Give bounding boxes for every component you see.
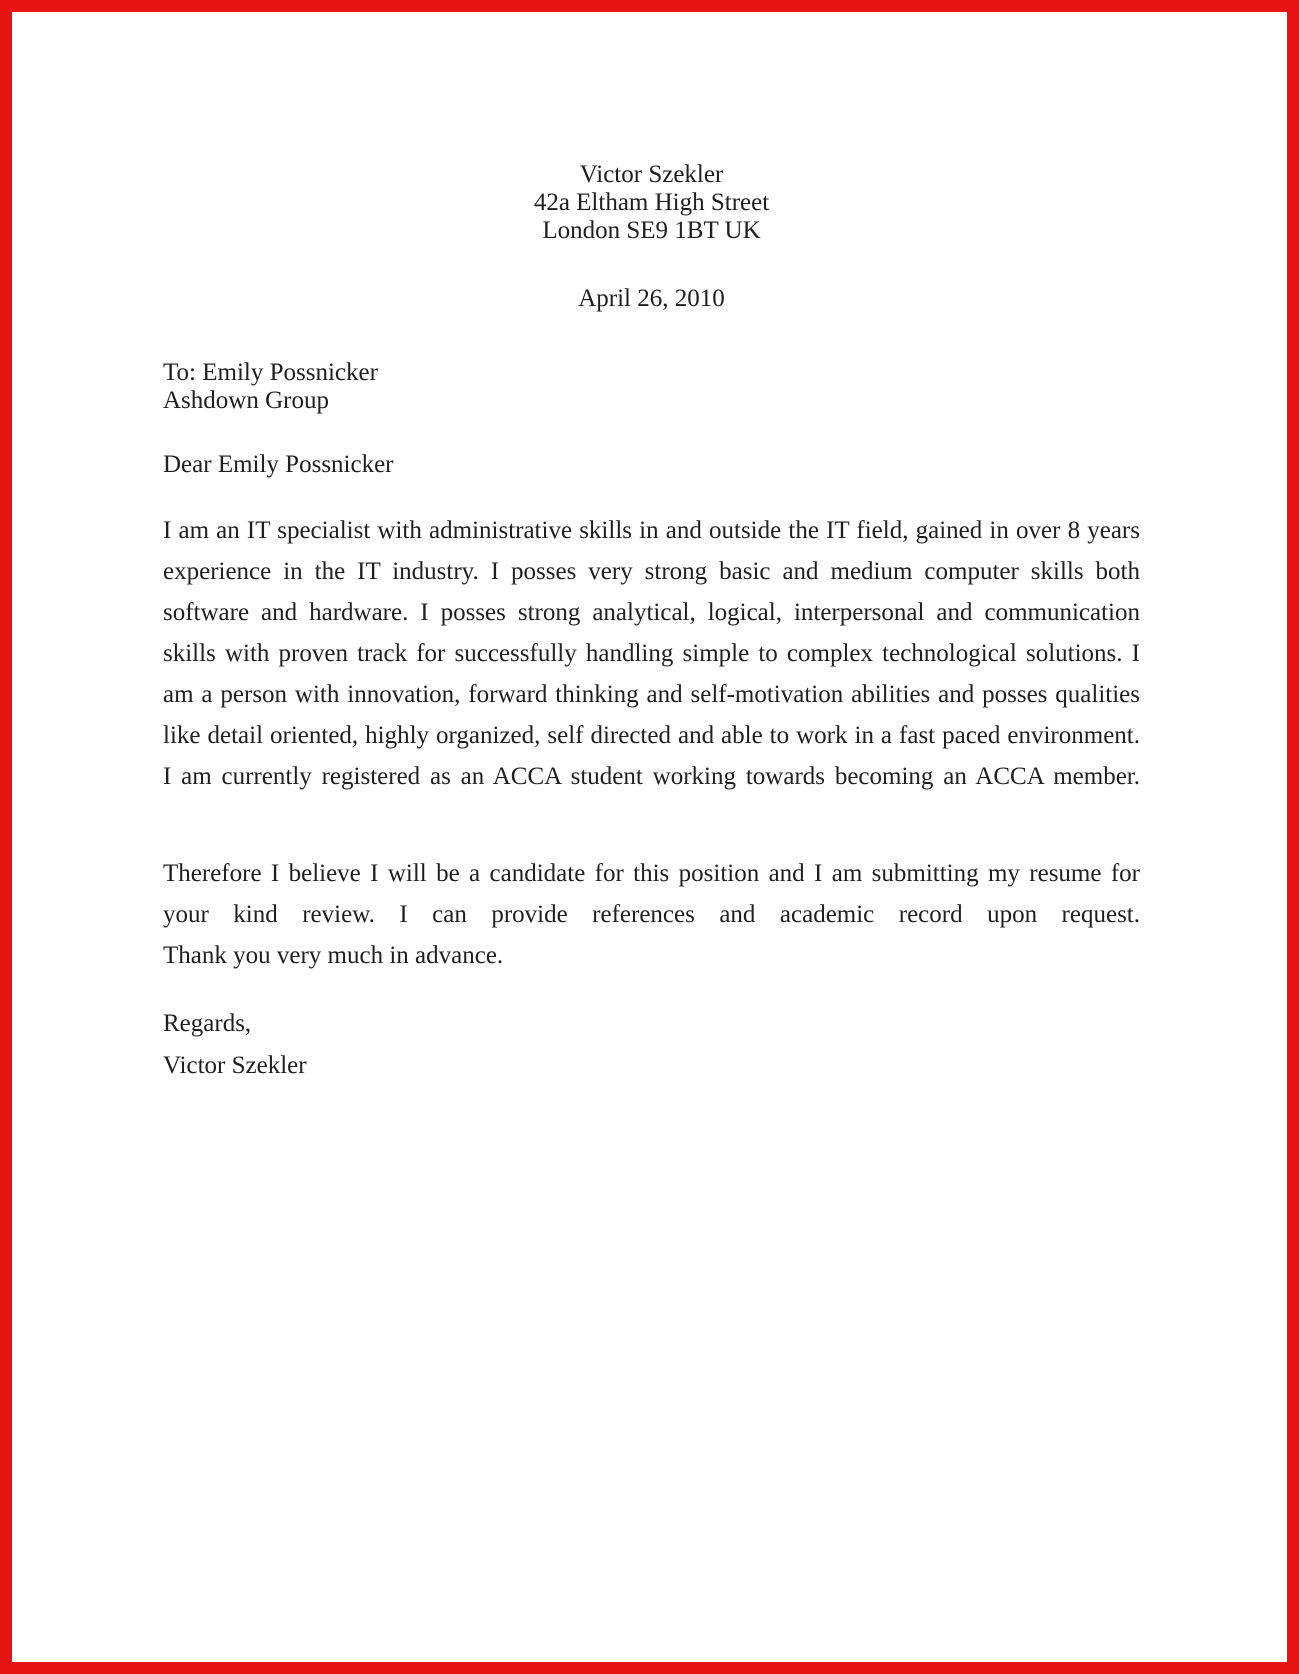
- body-line: Therefore I believe I will be a candidate for this position and I am submitting my resume for: [163, 860, 1140, 887]
- closing-regards: Regards,: [163, 1010, 252, 1037]
- signature-name: Victor Szekler: [163, 1052, 307, 1079]
- recipient-block: [163, 359, 1140, 415]
- recipient-to-line: To: Emily Possnicker: [163, 359, 378, 386]
- body-line: Thank you very much in advance.: [163, 942, 504, 969]
- body-paragraph-1: [163, 510, 1140, 797]
- letter-date: April 26, 2010: [578, 285, 725, 312]
- body-line: your kind review. I can provide references and academic record upon request.: [163, 901, 1140, 928]
- body-line: skills with proven track for successfully handling simple to complex technological solutions. I: [163, 640, 1140, 667]
- sender-street: 42a Eltham High Street: [533, 189, 770, 216]
- closing-block: [163, 1003, 1140, 1087]
- sender-address-block: [163, 161, 1140, 245]
- body-line: like detail oriented, highly organized, self directed and able to work in a fast paced environment.: [163, 722, 1140, 749]
- body-paragraph-2: [163, 853, 1140, 976]
- sender-name: Victor Szekler: [579, 161, 724, 188]
- salutation: Dear Emily Possnicker: [163, 451, 394, 478]
- letter-content: [163, 12, 1140, 1087]
- body-line: am a person with innovation, forward thinking and self-motivation abilities and posses qualities: [163, 681, 1140, 708]
- sender-city: London SE9 1BT UK: [542, 217, 761, 244]
- body-line: experience in the IT industry. I posses very strong basic and medium computer skills both: [163, 558, 1140, 585]
- recipient-company: Ashdown Group: [163, 387, 329, 414]
- body-line: I am currently registered as an ACCA student working towards becoming an ACCA member.: [163, 763, 1140, 790]
- body-line: I am an IT specialist with administrative skills in and outside the IT field, gained in over 8 years: [163, 517, 1140, 544]
- body-line: software and hardware. I posses strong analytical, logical, interpersonal and communication: [163, 599, 1140, 626]
